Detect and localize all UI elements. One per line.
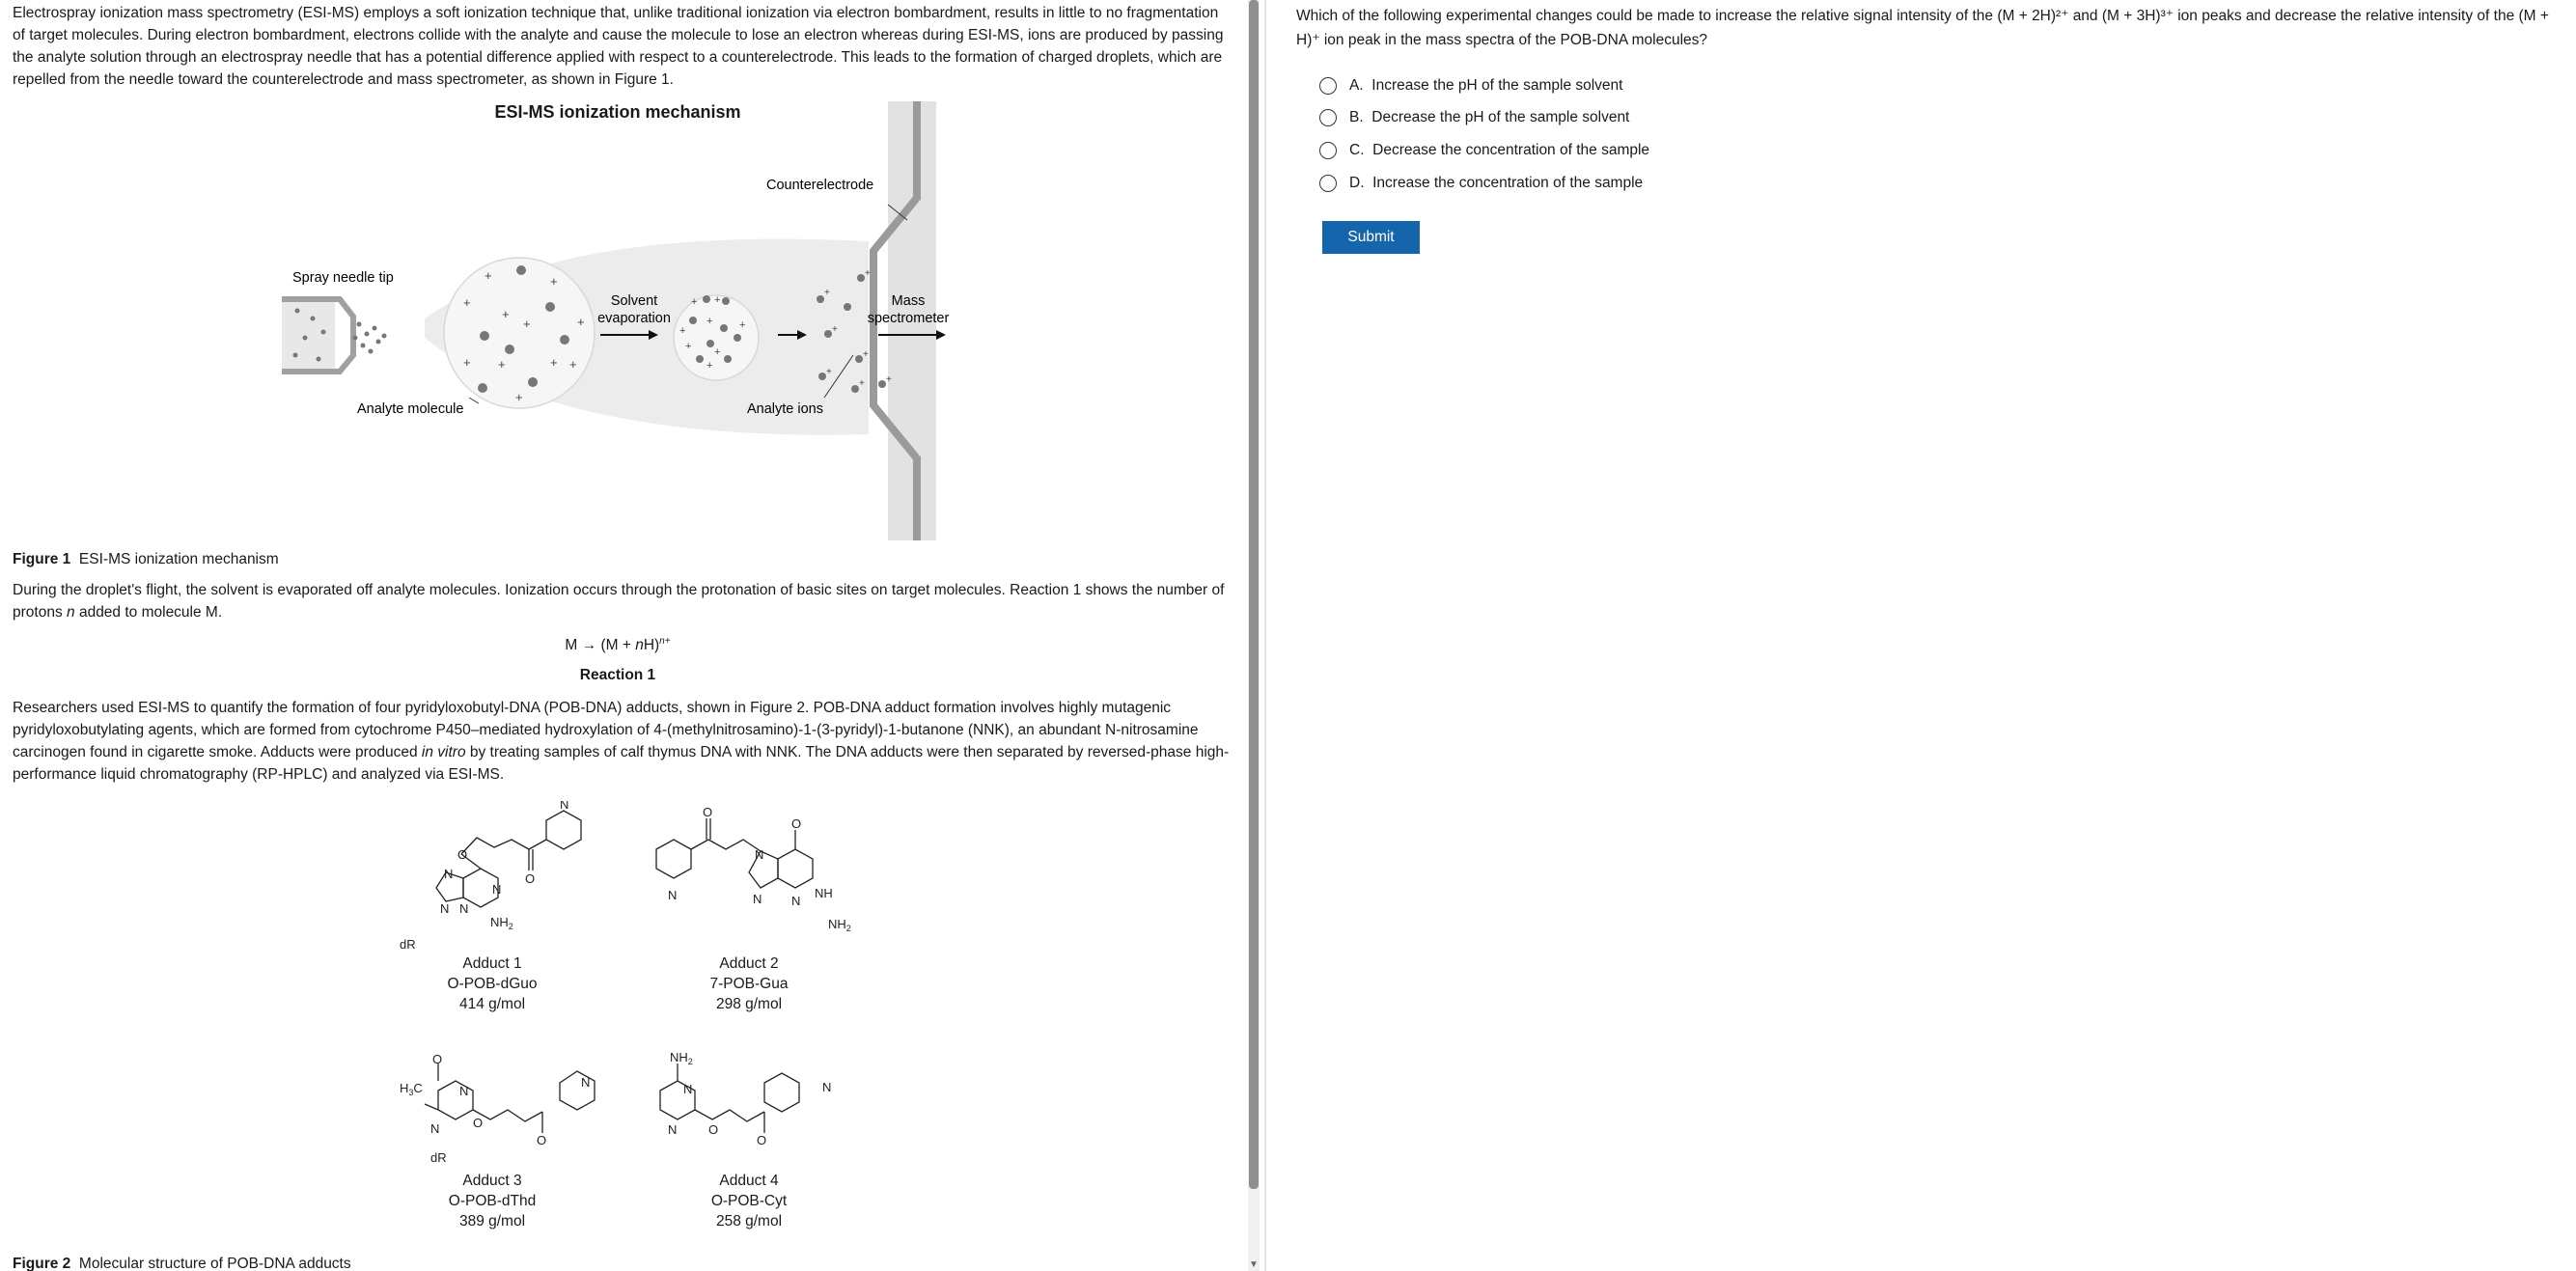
adduct-1-atom-o1: O [457,847,468,862]
adduct-1-atom-n3: N [440,901,450,916]
svg-text:+: + [463,355,471,370]
reaction-1-equation: M → (M + nH)$^{n+}$ [565,636,671,654]
radio-icon[interactable] [1319,77,1337,95]
question-text: Which of the following experimental changes could be made to increase the relative signal intensity of the (M + 2H)²⁺ and (M + 3H)³⁺ ion peaks and decrease the relative intensity of the (M + H)⁺ ion peak in the mass spectra of the POB-DNA molecules? [1296,8,2549,48]
svg-text:+: + [706,316,713,327]
svg-text:+: + [865,268,871,279]
radio-icon[interactable] [1319,175,1337,192]
adduct-2-atom-nh: NH [815,886,833,900]
svg-text:+: + [863,349,869,360]
passage-pane [0,0,1245,1271]
adduct-1-atom-nh2: $NH_2$ [490,915,513,931]
label-analyte-molecule: Analyte molecule [357,401,464,417]
adduct-4-atom-n1: N [668,1122,678,1137]
option-d-text: Increase the concentration of the sample [1372,175,1644,191]
adduct-2-atom-n3: N [791,894,801,908]
option-a-text: Increase the pH of the sample solvent [1371,77,1623,94]
scroll-down-arrow-icon[interactable]: ▼ [1249,1259,1259,1270]
label-evaporation: evaporation [597,311,671,326]
option-b[interactable] [1319,107,1629,128]
adduct-2-label: Adduct 2 7-POB-Gua 298 g/mol [709,955,789,1012]
adduct-3-atom-o3: O [537,1133,547,1147]
svg-text:+: + [859,378,865,389]
adduct-4-atom-n3: N [683,1082,693,1096]
adduct-2-atom-nh2: $NH_2$ [828,917,851,933]
svg-text:+: + [577,315,585,329]
option-a-letter: A. [1349,77,1364,94]
adduct-4-atom-nh2: $NH_2$ [670,1050,693,1066]
adduct-3-atom-n-pyr: N [581,1075,591,1090]
adduct-4-atom-n-pyr: N [822,1080,832,1094]
passage-paragraph-2: During the droplet's flight, the solvent is evaporated off analyte molecules. Ionization occurs through the protonation of basic sites on target molecules. Reaction 1 shows the number of protons n added to molecule M. [13,582,1225,621]
adduct-1-atom-o2: O [525,871,536,886]
adduct-2-atom-n9: N [753,892,762,906]
svg-text:+: + [826,367,832,377]
adduct-2-atom-o2: O [791,816,802,831]
svg-text:+: + [824,288,830,298]
svg-text:+: + [714,294,721,306]
option-c[interactable] [1319,140,1649,161]
svg-text:+: + [498,357,506,372]
adduct-3-atom-n1: N [430,1121,440,1136]
label-spectrometer: spectrometer [867,311,950,326]
label-mass: Mass [891,293,926,309]
adduct-1-atom-n1: N [492,882,502,897]
adduct-1-atom-n2: N [444,867,454,881]
svg-text:+: + [515,390,523,404]
svg-text:+: + [523,317,531,331]
adduct-4-structure [660,1064,799,1133]
svg-text:+: + [569,357,577,372]
adduct-3-structure [425,1064,595,1133]
option-b-letter: B. [1349,109,1364,125]
label-counterelectrode: Counterelectrode [766,178,874,193]
reaction-1-label: Reaction 1 [579,667,656,683]
svg-text:+: + [685,341,692,352]
option-d-letter: D. [1349,175,1365,191]
figure-1-caption: Figure 1 ESI-MS ionization mechanism [13,551,279,567]
label-spray-needle-tip: Spray needle tip [292,270,394,286]
option-b-text: Decrease the pH of the sample solvent [1371,109,1630,125]
passage-scrollbar-thumb[interactable] [1249,0,1259,1189]
radio-icon[interactable] [1319,109,1337,126]
passage-paragraph-1: Electrospray ionization mass spectrometry (ESI-MS) employs a soft ionization technique that, unlike traditional ionization via electron bombardment, results in little to no fragmentation of target molecules. During electron bombardment, electrons collide with the analyte and cause the molecule to lose an electron whereas during ESI-MS, ions are produced by passing the analyte solution through an electrospray needle that has a potential difference applied with respect to a counterelectrode. This leads to the formation of charged droplets, which are repelled from the needle toward the counterelectrode and mass spectrometer, as shown in Figure 1. [13,5,1224,88]
adduct-3-atom-dr: dR [430,1150,447,1165]
svg-text:+: + [550,355,558,370]
svg-text:+: + [886,374,892,385]
svg-text:+: + [714,346,721,358]
pane-divider [1264,0,1266,1271]
passage-paragraph-3: Researchers used ESI-MS to quantify the formation of four pyridyloxobutyl-DNA (POB-DNA) adducts, shown in Figure 2. POB-DNA adduct formation involves highly mutagenic pyridyloxobutylating agents, which are formed from cytochrome P450–mediated hydroxylation of 4-(methylnitrosamino)-1-(3-pyridyl)-1-butanone (NNK), an abundant N-nitrosamine carcinogen found in cigarette smoke. Adducts were produced in vitro by treating samples of calf thymus DNA with NNK. The DNA adducts were then separated by reversed-phase high-performance liquid chromatography (RP-HPLC) and analyzed via ESI-MS. [13,700,1230,783]
figure-2-caption: Figure 2 Molecular structure of POB-DNA adducts [13,1256,351,1271]
option-d[interactable] [1319,173,1643,194]
svg-text:+: + [832,324,838,335]
adduct-1-atom-n-pyr: N [560,801,569,812]
option-c-text: Decrease the concentration of the sample [1372,142,1650,158]
label-analyte-ions: Analyte ions [747,401,823,417]
option-a[interactable] [1319,75,1622,97]
adduct-2-atom-n-pyr: N [668,888,678,902]
label-solvent: Solvent [610,293,658,309]
figure-1-title: ESI-MS ionization mechanism [494,102,741,122]
adduct-3-atom-h3c: $H_3C$ [400,1081,423,1097]
figure-1-diagram [270,97,965,545]
svg-text:+: + [706,360,713,372]
adduct-3-atom-n3: N [459,1084,469,1098]
submit-button[interactable]: Submit [1322,221,1420,254]
adduct-3-atom-o1: O [432,1052,443,1066]
svg-text:+: + [463,295,471,310]
adduct-2-atom-n7: N [755,847,764,862]
adduct-1-atom-n4: N [459,901,469,916]
radio-icon[interactable] [1319,142,1337,159]
svg-text:+: + [679,325,686,337]
adduct-4-label: Adduct 4 O-POB-Cyt 258 g/mol [710,1173,788,1230]
adduct-3-label: Adduct 3 O-POB-dThd 389 g/mol [448,1173,537,1230]
svg-text:+: + [550,274,558,289]
svg-text:+: + [691,296,698,308]
adduct-2-structure [656,818,813,888]
adduct-4-atom-o2: O [757,1133,767,1147]
svg-text:+: + [502,307,510,321]
adduct-3-atom-o2: O [473,1116,484,1130]
svg-text:+: + [739,319,746,331]
adduct-4-atom-o1: O [708,1122,719,1137]
adduct-2-atom-o1: O [703,805,713,819]
svg-text:+: + [485,268,492,283]
option-c-letter: C. [1349,142,1365,158]
adduct-1-atom-dr: dR [400,937,416,952]
adduct-1-label: Adduct 1 O-POB-dGuo 414 g/mol [447,955,538,1012]
